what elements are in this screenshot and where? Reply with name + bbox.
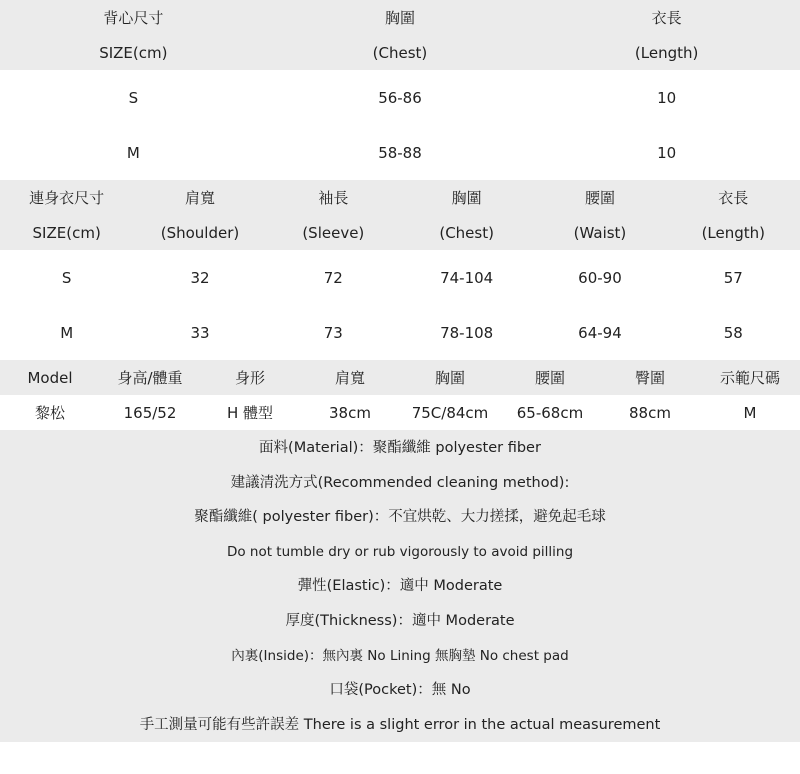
jumpsuit-header-waist-zh: 腰圍 xyxy=(584,189,615,207)
jumpsuit-header-size-en: SIZE(cm) xyxy=(32,223,101,242)
vest-header-size-en: SIZE(cm) xyxy=(99,43,168,62)
vest-header-en-row xyxy=(0,35,800,70)
model-header-body-type: 身形 xyxy=(234,369,265,387)
jumpsuit-header-chest-zh: 胸圍 xyxy=(451,189,482,207)
jumpsuit-header-length-en: (Length) xyxy=(701,223,766,242)
model-data-row xyxy=(0,395,800,430)
jumpsuit-row-s xyxy=(0,250,800,305)
jumpsuit-cell-shoulder: 32 xyxy=(190,268,210,287)
jumpsuit-cell-size: M xyxy=(60,323,74,342)
note-measurement-error: 手工測量可能有些許誤差 There is a slight error in the actual measurement xyxy=(139,716,661,733)
model-cell-shoulder: 38cm xyxy=(329,403,371,422)
jumpsuit-header-en-row xyxy=(0,215,800,250)
model-cell-chest: 75C/84cm xyxy=(411,403,489,422)
vest-size-table xyxy=(0,0,800,180)
vest-header-chest-zh: 胸圍 xyxy=(384,9,415,27)
jumpsuit-cell-size: S xyxy=(61,268,72,287)
note-cleaning-en: Do not tumble dry or rub vigorously to avoid pilling xyxy=(226,543,574,560)
note-material: 面料(Material)：聚酯纖維 polyester fiber xyxy=(259,440,541,456)
model-header-shoulder: 肩寬 xyxy=(334,369,365,387)
jumpsuit-cell-waist: 64-94 xyxy=(578,323,622,342)
model-cell-name: 黎松 xyxy=(34,404,65,422)
jumpsuit-header-waist-en: (Waist) xyxy=(573,223,627,242)
jumpsuit-row-m xyxy=(0,305,800,360)
vest-cell-length: 10 xyxy=(657,143,677,162)
jumpsuit-cell-sleeve: 73 xyxy=(323,323,343,342)
note-cleaning-heading: 建議清洗方式(Recommended cleaning method): xyxy=(230,474,570,491)
jumpsuit-header-sleeve-en: (Sleeve) xyxy=(302,223,365,242)
vest-cell-length: 10 xyxy=(657,88,677,107)
jumpsuit-cell-waist: 60-90 xyxy=(578,268,622,287)
jumpsuit-cell-chest: 78-108 xyxy=(440,323,494,342)
vest-cell-size: M xyxy=(126,143,140,162)
jumpsuit-cell-length: 58 xyxy=(723,323,743,342)
vest-header-chest-en: (Chest) xyxy=(372,43,428,62)
note-thickness: 厚度(Thickness)：適中 Moderate xyxy=(285,612,515,629)
note-inside: 內裏(Inside)：無內裏 No Lining 無胸墊 No chest pad xyxy=(231,647,569,664)
jumpsuit-header-length-zh: 衣長 xyxy=(718,189,749,207)
model-header-row xyxy=(0,360,800,395)
jumpsuit-header-size-zh: 連身衣尺寸 xyxy=(29,189,105,207)
model-info-table xyxy=(0,360,800,430)
model-cell-body-type: H 體型 xyxy=(226,404,274,422)
jumpsuit-cell-chest: 74-104 xyxy=(440,268,494,287)
jumpsuit-header-shoulder-en: (Shoulder) xyxy=(160,223,240,242)
jumpsuit-header-sleeve-zh: 袖長 xyxy=(318,189,349,207)
vest-cell-size: S xyxy=(128,88,139,107)
vest-cell-chest: 58-88 xyxy=(378,143,422,162)
model-header-name: Model xyxy=(27,368,73,387)
jumpsuit-header-shoulder-zh: 肩寬 xyxy=(184,189,215,207)
model-header-waist: 腰圍 xyxy=(534,369,565,387)
vest-header-length-zh: 衣長 xyxy=(651,9,682,27)
jumpsuit-header-zh-row xyxy=(0,180,800,215)
model-header-hip: 臀圍 xyxy=(634,369,665,387)
note-pocket: 口袋(Pocket)：無 No xyxy=(329,682,471,699)
jumpsuit-cell-shoulder: 33 xyxy=(190,323,210,342)
vest-row-m xyxy=(0,125,800,180)
jumpsuit-header-chest-en: (Chest) xyxy=(439,223,494,242)
vest-row-s xyxy=(0,70,800,125)
jumpsuit-cell-sleeve: 72 xyxy=(323,268,343,287)
vest-cell-chest: 56-86 xyxy=(378,88,422,107)
jumpsuit-cell-length: 57 xyxy=(723,268,743,287)
note-cleaning-zh: 聚酯纖維( polyester fiber)：不宜烘乾、大力搓揉，避免起毛球 xyxy=(194,509,606,526)
model-header-chest: 胸圍 xyxy=(434,369,465,387)
model-cell-waist: 65-68cm xyxy=(516,403,584,422)
product-notes xyxy=(0,430,800,742)
vest-header-zh-row xyxy=(0,0,800,35)
vest-header-length-en: (Length) xyxy=(634,43,699,62)
note-elastic: 彈性(Elastic)：適中 Moderate xyxy=(297,578,503,595)
vest-header-size-zh: 背心尺寸 xyxy=(103,9,164,27)
model-header-sample-size: 示範尺碼 xyxy=(719,369,780,387)
model-cell-height-weight: 165/52 xyxy=(123,403,177,422)
model-cell-hip: 88cm xyxy=(629,403,671,422)
jumpsuit-size-table xyxy=(0,180,800,360)
model-header-height-weight: 身高/體重 xyxy=(117,369,183,387)
model-cell-sample-size: M xyxy=(743,403,757,422)
